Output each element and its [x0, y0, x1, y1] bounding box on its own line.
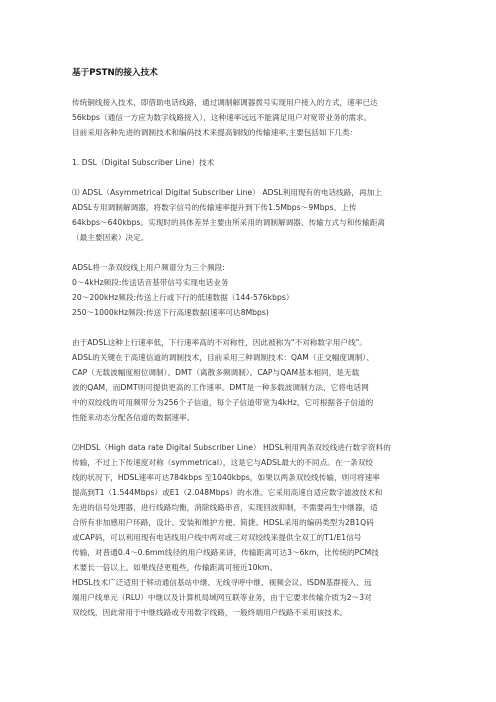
paragraph-line: 术要长一倍以上。如果线径更粗些，传输距离可接近10km。	[72, 563, 278, 572]
paragraph-line: （最主要因素）决定。	[72, 233, 149, 242]
paragraph-line: CAP（无载波幅度相位调制）、DMT（离散多频调制）。CAP与QAM基本相同，是无载	[72, 368, 360, 377]
paragraph-line: HDSL技术广泛适用于移动通信基站中继、无线寻呼中继、视频会议、ISDN基群接入、远	[72, 578, 372, 587]
paragraph-line: 64kbps～640kbps。实现时的具体差异主要由所采用的调制解调器、传输方式与和传输距离	[72, 218, 386, 227]
paragraph-line: 传输，对普通0.4～0.6mm线径的用户线路来讲，传输距离可达3～6km，比传统的PCM技	[72, 548, 379, 557]
paragraph-line: ⑵HDSL（High data rate Digital Subscriber Line） HDSL利用两条双绞线进行数字资料的	[72, 443, 391, 452]
paragraph-line: 合所有非加感用户环路，设计、安装和维护方便、简捷。HDSL采用的编码类型为2B1Q码	[72, 518, 374, 527]
paragraph-line: 波的QAM，而DMT则可提供更高的工作速率。DMT是一种多载波调制方法，它将电话网	[72, 383, 369, 392]
paragraph-line: ⑴ ADSL（Asymmetrical Digital Subscriber Line） ADSL利用现有的电话线路，再加上	[72, 188, 382, 197]
paragraph-line: 56kbps（通信一方应为数字线路接入），这种速率远远不能满足用户对宽带业务的需求。	[72, 113, 372, 122]
paragraph-line: 端用户线单元（RLU）中继以及计算机局域网互联等业务，由于它要求传输介质为2～3对	[72, 593, 372, 602]
paragraph-line: 或CAP码，可以利用现有电话线用户线中两对或三对双绞线来提供全双工的T1/E1信号	[72, 533, 362, 542]
paragraph-line: 250～1000kHz频段:传送下行高速数据(速率可达8Mbps)	[72, 308, 269, 317]
paragraph-line: 由于ADSL这种上行速率低，下行速率高的不对称性，因此被称为"不对称数字用户线"。	[72, 338, 367, 347]
section-heading: 1. DSL（Digital Subscriber Line）技术	[72, 158, 215, 167]
paragraph-line: ADSL专用调制解调器，将数字信号的传输速率提升到下传1.5Mbps～9Mbps、上传	[72, 203, 357, 212]
paragraph-line: 目前采用各种先进的调制技术和编码技术来提高铜线的传输速率,主要包括如下几类：	[72, 128, 358, 137]
paragraph-line: 中的双绞线的可用频带分为256个子信道，每个子信道带宽为4kHz，它可根据各子信道的	[72, 398, 374, 407]
paragraph-line: 双绞线，因此常用于中继线路或专用数字线路，一般终端用户线路不采用该技术。	[72, 608, 348, 617]
document-title: 基于PSTN的接入技术	[72, 68, 158, 78]
paragraph-line: 20～200kHz频段:传送上行或下行的低速数据（144-576kbps）	[72, 293, 294, 302]
paragraph-line: ADSL将一条双绞线上用户频谱分为三个频段:	[72, 263, 225, 272]
paragraph-line: ADSL的关键在于高速信道的调制技术，目前采用三种调制技术：QAM（正交幅度调制）、	[72, 353, 374, 362]
paragraph-line: 线的状况下，HDSL速率可达784kbps 至1040kbps，如果以两条双绞线传输，则可将速率	[72, 473, 380, 482]
paragraph-line: 性能来动态分配各信道的数据速率。	[72, 413, 195, 422]
paragraph-line: 先进的信号处理器，进行线路均衡，消除线路串音，实现回波抑制，不需要再生中继器，适	[72, 503, 378, 512]
paragraph-line: 传输，不过上下传速度对称（symmetrical），这是它与ADSL最大的不同点。在一条双绞	[72, 458, 374, 467]
paragraph-line: 传统铜线接入技术，即借助电话线路，通过调制解调器拨号实现用户接入的方式，速率已达	[72, 98, 378, 107]
paragraph-line: 提高到T1（1.544Mbps）或E1（2.048Mbps）的水准。它采用高速自适应数字滤波技术和	[72, 488, 383, 497]
paragraph-line: 0～4kHz频段:传送话音基带信号实现电话业务	[72, 278, 229, 287]
